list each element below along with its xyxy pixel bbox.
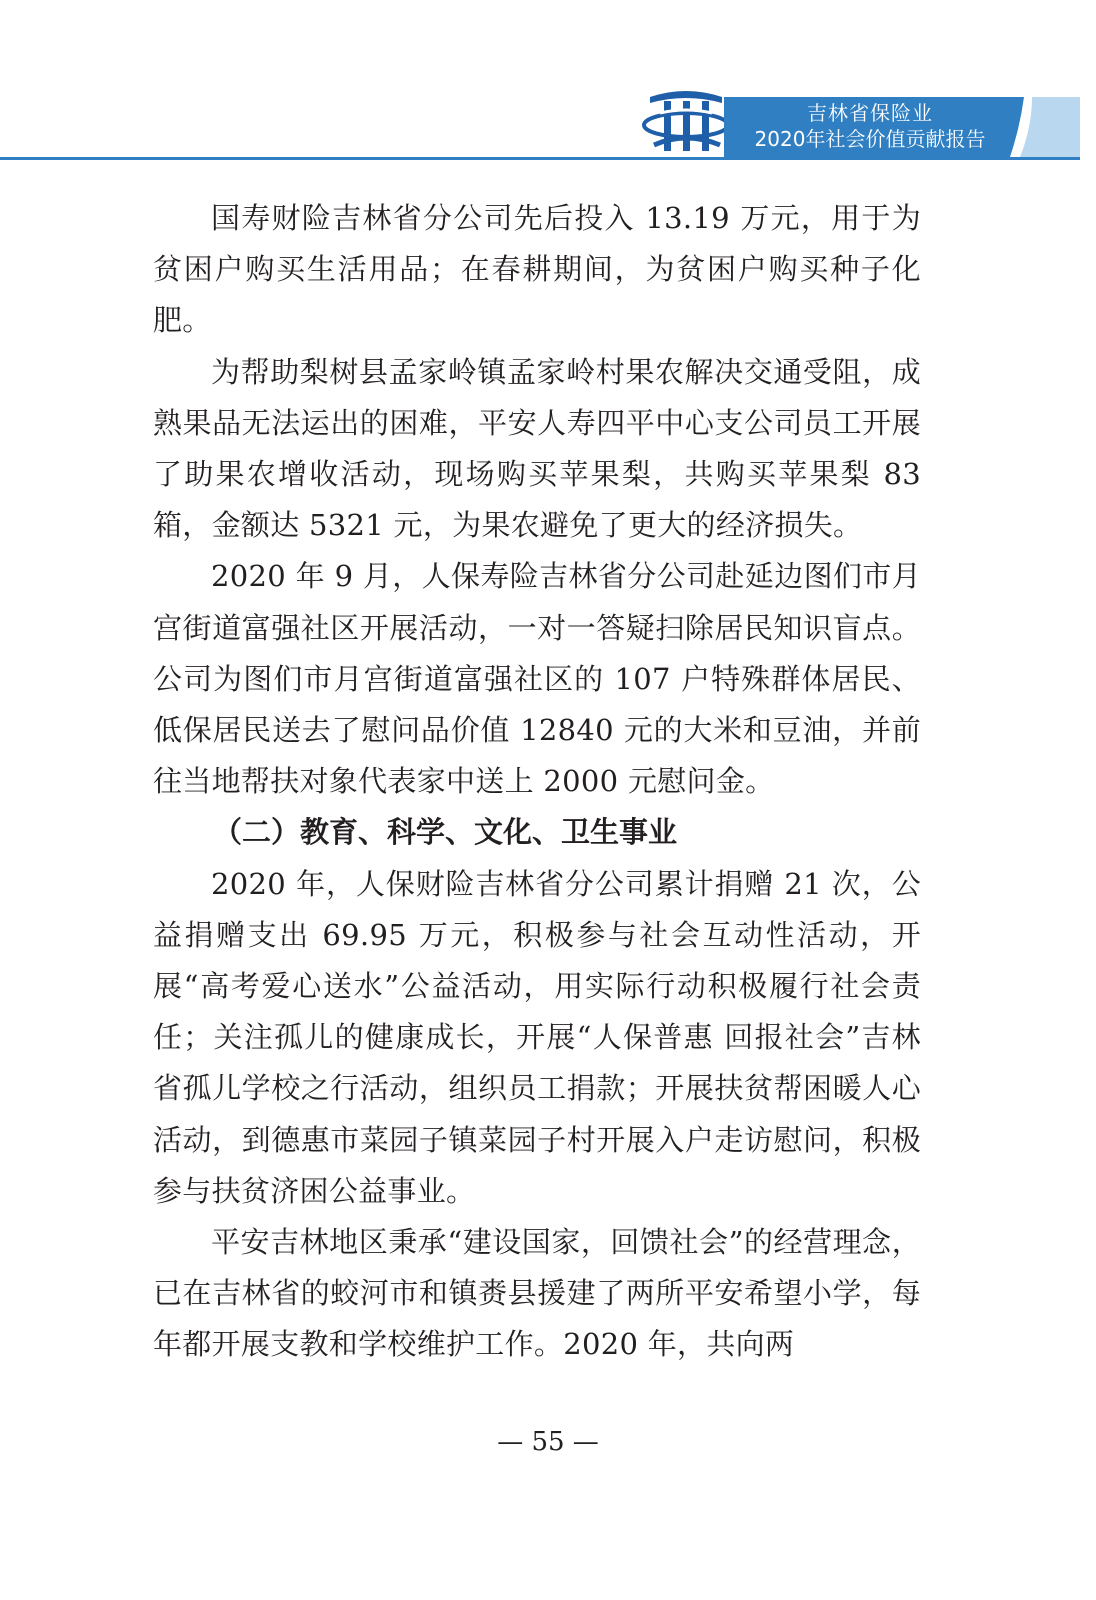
page-body [153, 193, 921, 1371]
paragraph: 国寿财险吉林省分公司先后投入 13.19 万元，用于为贫困户购买生活用品；在春耕期间，为贫困户购买种子化肥。 [153, 201, 921, 338]
header-title-line2: 2020年社会价值贡献报告 [754, 127, 986, 151]
header-title [730, 100, 1010, 152]
paragraph: 为帮助梨树县孟家岭镇孟家岭村果农解决交通受阻，成熟果品无法运出的困难，平安人寿四平中心支公司员工开展了助果农增收活动，现场购买苹果梨，共购买苹果梨 83 箱，金额达 5321 元，为果农避免了更大的经济损失。 [153, 354, 921, 543]
header-title-line1: 吉林省保险业 [807, 101, 933, 125]
page-header [0, 0, 1096, 170]
paragraph: 平安吉林地区秉承“建设国家，回馈社会”的经营理念，已在吉林省的蛟河市和镇赉县援建了两所平安希望小学，每年都开展支教和学校维护工作。2020 年，共向两 [153, 1225, 921, 1362]
insurance-association-logo-icon [640, 87, 732, 157]
section-heading: （二）教育、科学、文化、卫生事业 [213, 815, 678, 850]
header-divider [0, 157, 1080, 160]
paragraph: 2020 年 9 月，人保寿险吉林省分公司赴延边图们市月宫街道富强社区开展活动，一对一答疑扫除居民知识盲点。公司为图们市月宫街道富强社区的 107 户特殊群体居民、低保居民送去了慰问品价值 12840 元的大米和豆油，并前往当地帮扶对象代表家中送上 2000 元慰问金。 [153, 559, 921, 799]
paragraph: 2020 年，人保财险吉林省分公司累计捐赠 21 次，公益捐赠支出 69.95 万元，积极参与社会互动性活动，开展“高考爱心送水”公益活动，用实际行动积极履行社会责任；关注孤儿的健康成长，开展“人保普惠 回报社会”吉林省孤儿学校之行活动，组织员工捐款；开展扶贫帮困暖人心活动，到德惠市菜园子镇菜园子村开展入户走访慰问，积极参与扶贫济困公益事业。 [153, 866, 921, 1208]
page-number: — 55 — [497, 1427, 599, 1457]
